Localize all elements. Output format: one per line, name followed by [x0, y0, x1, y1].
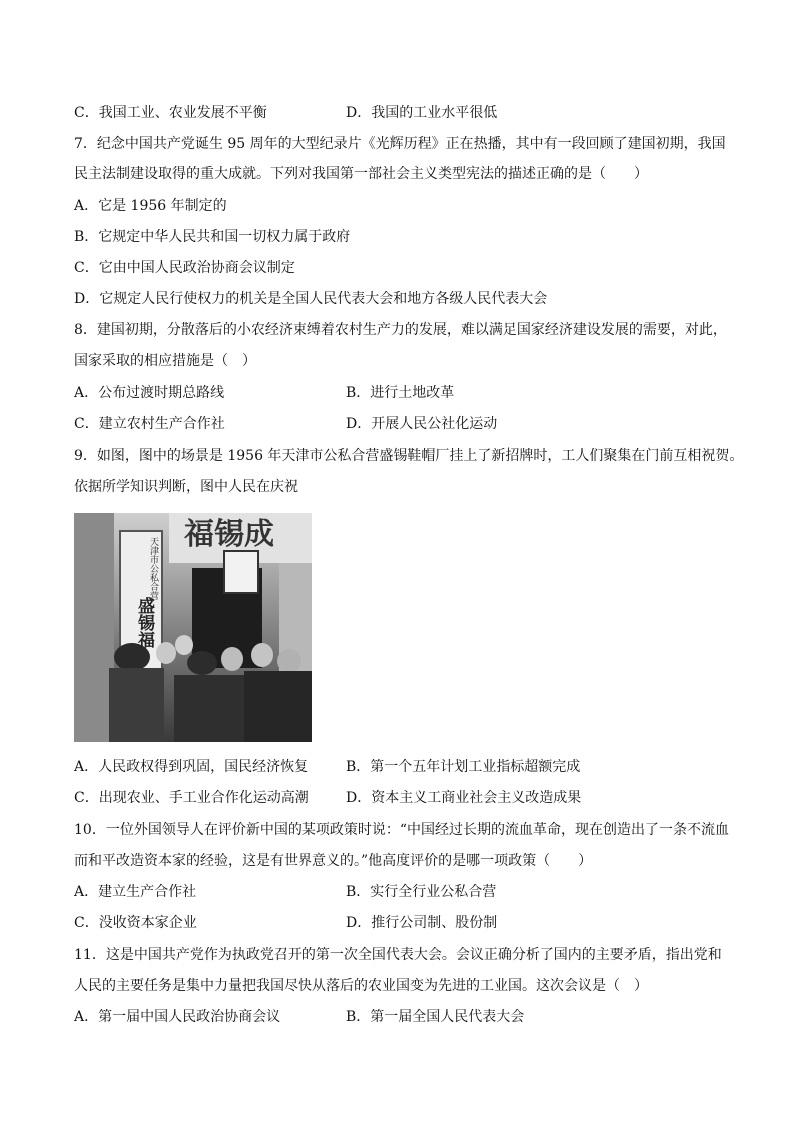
photo-shop-name-text: 盛锡福	[134, 597, 154, 648]
q9-option-b: B．第一个五年计划工业指标超额完成	[346, 759, 581, 775]
q9-stem-line1: 9．如图，图中的场景是 1956 年天津市公私合营盛锡鞋帽厂挂上了新招牌时，工人们聚集在门前互相祝贺。	[74, 448, 744, 464]
q10-option-b: B．实行全行业公私合营	[346, 884, 497, 900]
q7-option-a: A．它是 1956 年制定的	[74, 198, 227, 214]
q6-option-c: C．我国工业、农业发展不平衡	[74, 105, 267, 121]
q7-stem-line2: 民主法制建设取得的重大成就。下列对我国第一部社会主义类型宪法的描述正确的是（ ）	[74, 166, 648, 182]
q10-option-d: D．推行公司制、股份制	[346, 915, 498, 931]
q9-option-c: C．出现农业、手工业合作化运动高潮	[74, 790, 309, 806]
q8-option-a: A．公布过渡时期总路线	[74, 385, 225, 401]
q7-option-d: D．它规定人民行使权力的机关是全国人民代表大会和地方各级人民代表大会	[74, 291, 548, 307]
q8-stem-line2: 国家采取的相应措施是（ ）	[74, 353, 256, 369]
q8-stem-line1: 8．建国初期，分散落后的小农经济束缚着农村生产力的发展，难以满足国家经济建设发展的需要，对此，	[74, 322, 727, 338]
q7-option-b: B．它规定中华人民共和国一切权力属于政府	[74, 229, 351, 245]
q10-stem-line2: 而和平改造资本家的经验，这是有世界意义的。”他高度评价的是哪一项政策（ ）	[74, 853, 593, 869]
q8-option-c: C．建立农村生产合作社	[74, 416, 225, 432]
q10-stem-line1: 10．一位外国领导人在评价新中国的某项政策时说：“中国经过长期的流血革命，现在创造出了一条不流血	[74, 822, 729, 838]
historical-photo	[74, 513, 312, 742]
q11-stem-line1: 11．这是中国共产党作为执政党召开的第一次全国代表大会。会议正确分析了国内的主要矛盾，指出党和	[74, 947, 722, 963]
q8-option-b: B．进行土地改革	[346, 385, 455, 401]
q7-option-c: C．它由中国人民政治协商会议制定	[74, 260, 295, 276]
q9-stem-line2: 依据所学知识判断，图中人民在庆祝	[74, 479, 298, 495]
photo-vertical-sign-text: 天津市公私合营	[148, 537, 158, 600]
q10-option-c: C．没收资本家企业	[74, 915, 197, 931]
q6-option-d: D．我国的工业水平很低	[346, 105, 498, 121]
q11-option-a: A．第一届中国人民政治协商会议	[74, 1009, 281, 1025]
q9-option-d: D．资本主义工商业社会主义改造成果	[346, 790, 582, 806]
q11-option-b: B．第一届全国人民代表大会	[346, 1009, 525, 1025]
q7-stem-line1: 7．纪念中国共产党诞生 95 周年的大型纪录片《光辉历程》正在热播，其中有一段回顾了建国初期，我国	[74, 136, 726, 152]
q10-option-a: A．建立生产合作社	[74, 884, 197, 900]
photo-top-sign-text: 福锡成	[184, 517, 274, 552]
q9-option-a: A．人民政权得到巩固，国民经济恢复	[74, 759, 309, 775]
q8-option-d: D．开展人民公社化运动	[346, 416, 498, 432]
q11-stem-line2: 人民的主要任务是集中力量把我国尽快从落后的农业国变为先进的工业国。这次会议是（ ）	[74, 978, 648, 994]
